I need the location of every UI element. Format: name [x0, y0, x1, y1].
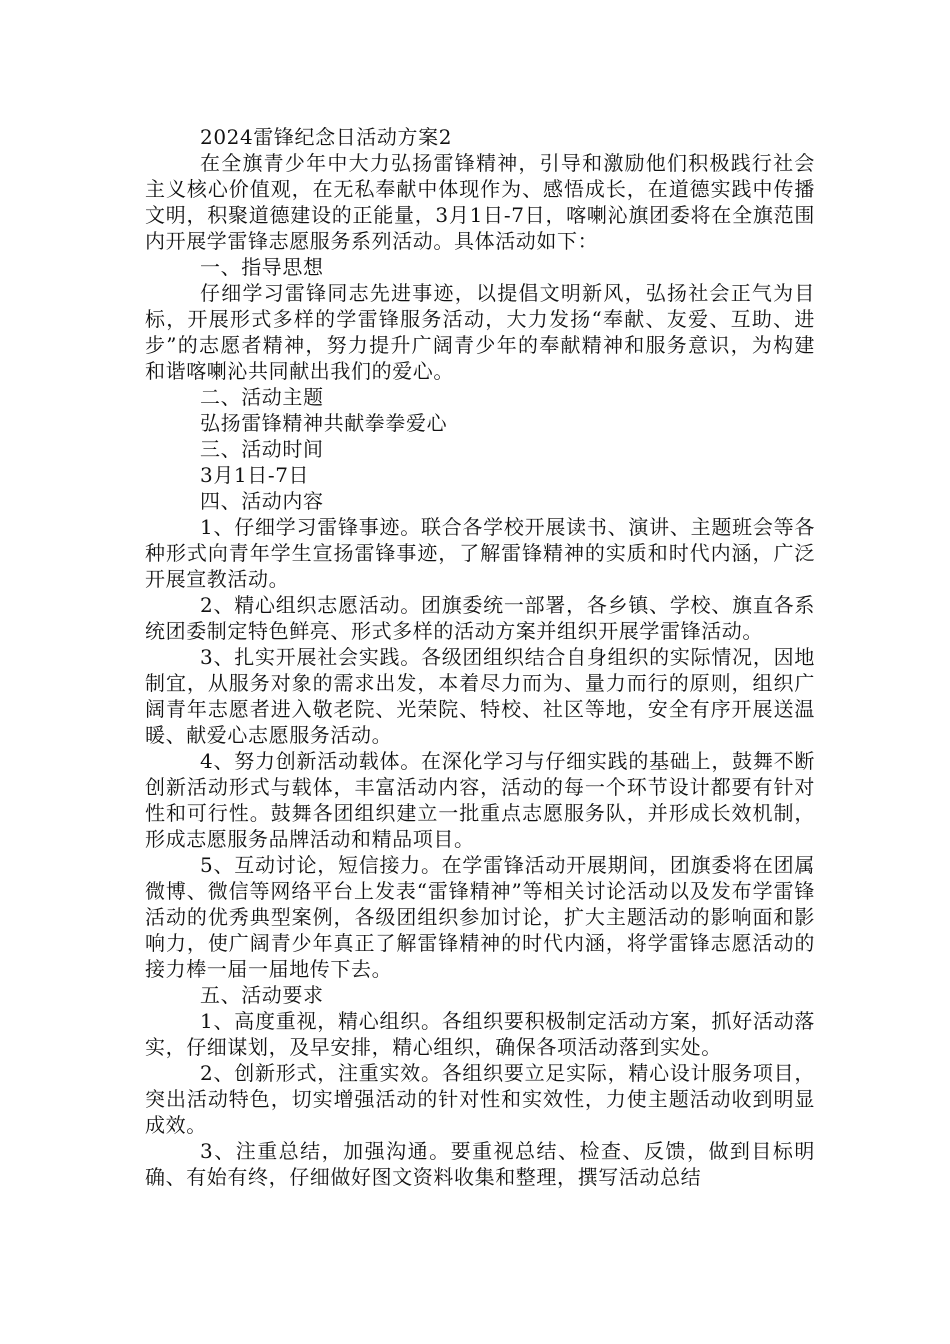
section-heading-content: 四、活动内容 [200, 489, 324, 513]
section-heading-guiding-thought: 一、指导思想 [200, 255, 324, 279]
content-item: 3、扎实开展社会实践。各级团组织结合自身组织的实际情况，因地制宜，从服务对象的需求出发，本着尽力而为、量力而行的原则，组织广阔青年志愿者进入敬老院、光荣院、特校、社区等地，安全有序开展送温暖、献爱心志愿服务活动。 [145, 645, 815, 747]
section-body-theme: 弘扬雷锋精神共献拳拳爱心 [200, 411, 448, 435]
content-item: 1、仔细学习雷锋事迹。联合各学校开展读书、演讲、主题班会等各种形式向青年学生宣扬雷锋事迹，了解雷锋精神的实质和时代内涵，广泛开展宣教活动。 [145, 515, 815, 591]
requirement-item: 2、创新形式，注重实效。各组织要立足实际，精心设计服务项目，突出活动特色，切实增强活动的针对性和实效性，力使主题活动收到明显成效。 [145, 1061, 815, 1137]
section-heading-theme: 二、活动主题 [200, 385, 324, 409]
content-item: 4、努力创新活动载体。在深化学习与仔细实践的基础上，鼓舞不断创新活动形式与载体，丰富活动内容，活动的每一个环节设计都要有针对性和可行性。鼓舞各团组织建立一批重点志愿服务队，并形成长效机制，形成志愿服务品牌活动和精品项目。 [145, 749, 815, 851]
content-item: 2、精心组织志愿活动。团旗委统一部署，各乡镇、学校、旗直各系统团委制定特色鲜亮、形式多样的活动方案并组织开展学雷锋活动。 [145, 593, 815, 643]
requirement-item: 1、高度重视，精心组织。各组织要积极制定活动方案，抓好活动落实，仔细谋划，及早安排，精心组织，确保各项活动落到实处。 [145, 1009, 815, 1059]
document-body [145, 124, 815, 1190]
document-title: 2024雷锋纪念日活动方案2 [200, 125, 453, 149]
section-heading-requirements: 五、活动要求 [200, 983, 324, 1007]
section-body-time: 3月1日-7日 [200, 463, 310, 487]
requirement-item: 3、注重总结，加强沟通。要重视总结、检查、反馈，做到目标明确、有始有终，仔细做好图文资料收集和整理，撰写活动总结 [145, 1139, 815, 1189]
content-item: 5、互动讨论，短信接力。在学雷锋活动开展期间，团旗委将在团属微博、微信等网络平台上发表“雷锋精神”等相关讨论活动以及发布学雷锋活动的优秀典型案例，各级团组织参加讨论，扩大主题活动的影响面和影响力，使广阔青少年真正了解雷锋精神的时代内涵，将学雷锋志愿活动的接力棒一届一届地传下去。 [145, 853, 815, 981]
section-body-guiding-thought: 仔细学习雷锋同志先进事迹，以提倡文明新风，弘扬社会正气为目标，开展形式多样的学雷锋服务活动，大力发扬“奉献、友爱、互助、进步”的志愿者精神，努力提升广阔青少年的奉献精神和服务意识，为构建和谐喀喇沁共同献出我们的爱心。 [145, 281, 815, 383]
section-heading-time: 三、活动时间 [200, 437, 324, 461]
intro-paragraph: 在全旗青少年中大力弘扬雷锋精神，引导和激励他们积极践行社会主义核心价值观，在无私奉献中体现作为、感悟成长，在道德实践中传播文明，积聚道德建设的正能量，3月1日-7日，喀喇沁旗团委将在全旗范围内开展学雷锋志愿服务系列活动。具体活动如下： [145, 151, 815, 253]
